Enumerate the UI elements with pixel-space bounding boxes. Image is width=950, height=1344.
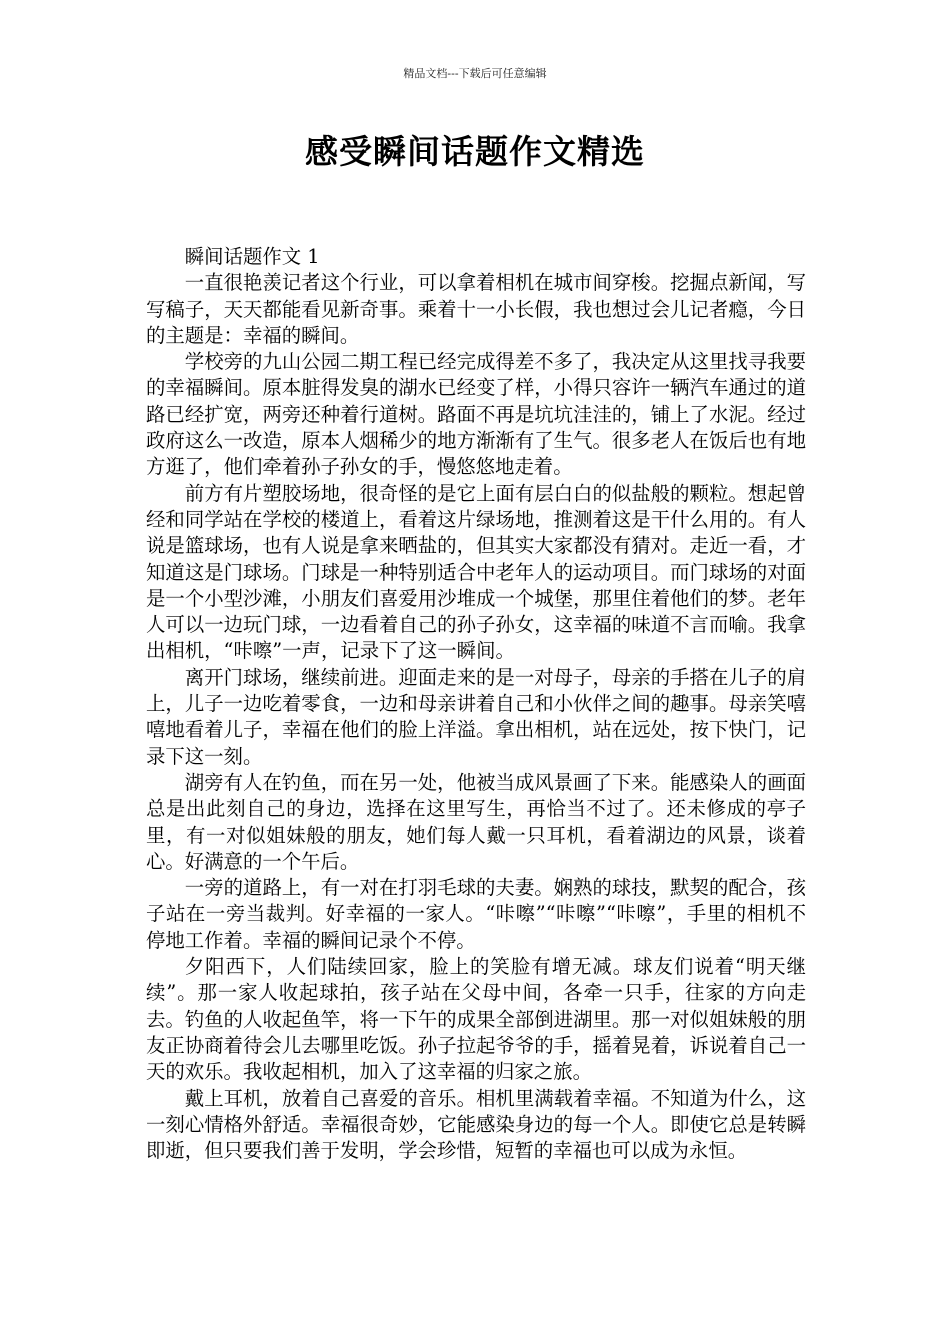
document-body bbox=[146, 244, 806, 1164]
section-subheading: 瞬间话题作文 1 bbox=[184, 245, 320, 268]
paragraph-1: 一直很艳羡记者这个行业，可以拿着相机在城市间穿梭。挖掘点新闻，写写稿子，天天都能看见新奇事。乘着十一小长假，我也想过会儿记者瘾，今日的主题是：幸福的瞬间。 bbox=[146, 271, 806, 347]
document-title: 感受瞬间话题作文精选 bbox=[305, 132, 645, 171]
paragraph-8: 戴上耳机，放着自己喜爱的音乐。相机里满载着幸福。不知道为什么，这一刻心情格外舒适。幸福很奇妙，它能感染身边的每一个人。即使它总是转瞬即逝，但只要我们善于发明，学会珍惜，短暂的幸福也可以成为永恒。 bbox=[146, 1086, 806, 1163]
paragraph-2: 学校旁的九山公园二期工程已经完成得差不多了，我决定从这里找寻我要的幸福瞬间。原本脏得发臭的湖水已经变了样，小得只容许一辆汽车通过的道路已经扩宽，两旁还种着行道树。路面不再是坑坑洼洼的，铺上了水泥。经过政府这么一改造，原本人烟稀少的地方渐渐有了生气。很多老人在饭后也有地方逛了，他们牵着孙子孙女的手，慢悠悠地走着。 bbox=[146, 350, 806, 479]
paragraph-7: 夕阳西下，人们陆续回家，脸上的笑脸有增无减。球友们说着“明天继续”。那一家人收起球拍，孩子站在父母中间，各牵一只手，往家的方向走去。钓鱼的人收起鱼竿，将一下午的成果全部倒进湖里。那一对似姐妹般的朋友正协商着待会儿去哪里吃饭。孙子拉起爷爷的手，摇着晃着，诉说着自己一天的欢乐。我收起相机，加入了这幸福的归家之旅。 bbox=[146, 955, 806, 1084]
paragraph-4: 离开门球场，继续前进。迎面走来的是一对母子，母亲的手搭在儿子的肩上，儿子一边吃着零食，一边和母亲讲着自己和小伙伴之间的趣事。母亲笑嘻嘻地看着儿子，幸福在他们的脸上洋溢。拿出相机，站在远处，按下快门，记录下这一刻。 bbox=[146, 665, 806, 768]
paragraph-5: 湖旁有人在钓鱼，而在另一处，他被当成风景画了下来。能感染人的画面总是出此刻自己的身边，选择在这里写生，再恰当不过了。还未修成的亭子里，有一对似姐妹般的朋友，她们每人戴一只耳机，看着湖边的风景，谈着心。好满意的一个午后。 bbox=[146, 770, 806, 873]
paragraph-6: 一旁的道路上，有一对在打羽毛球的夫妻。娴熟的球技，默契的配合，孩子站在一旁当裁判。好幸福的一家人。“咔嚓”“咔嚓”“咔嚓”，手里的相机不停地工作着。幸福的瞬间记录个不停。 bbox=[146, 876, 806, 952]
header-note: 精品文档---下载后可任意编辑 bbox=[403, 67, 547, 80]
paragraph-3: 前方有片塑胶场地，很奇怪的是它上面有层白白的似盐般的颗粒。想起曾经和同学站在学校的楼道上，看着这片绿场地，推测着这是干什么用的。有人说是篮球场，也有人说是拿来晒盐的，但其实大家都没有猜对。走近一看，才知道这是门球场。门球是一种特别适合中老年人的运动项目。而门球场的对面是一个小型沙滩，小朋友们喜爱用沙堆成一个城堡，那里住着他们的梦。老年人可以一边玩门球，一边看着自己的孙子孙女，这幸福的味道不言而喻。我拿出相机，“咔嚓”一声，记录下了这一瞬间。 bbox=[146, 481, 806, 663]
